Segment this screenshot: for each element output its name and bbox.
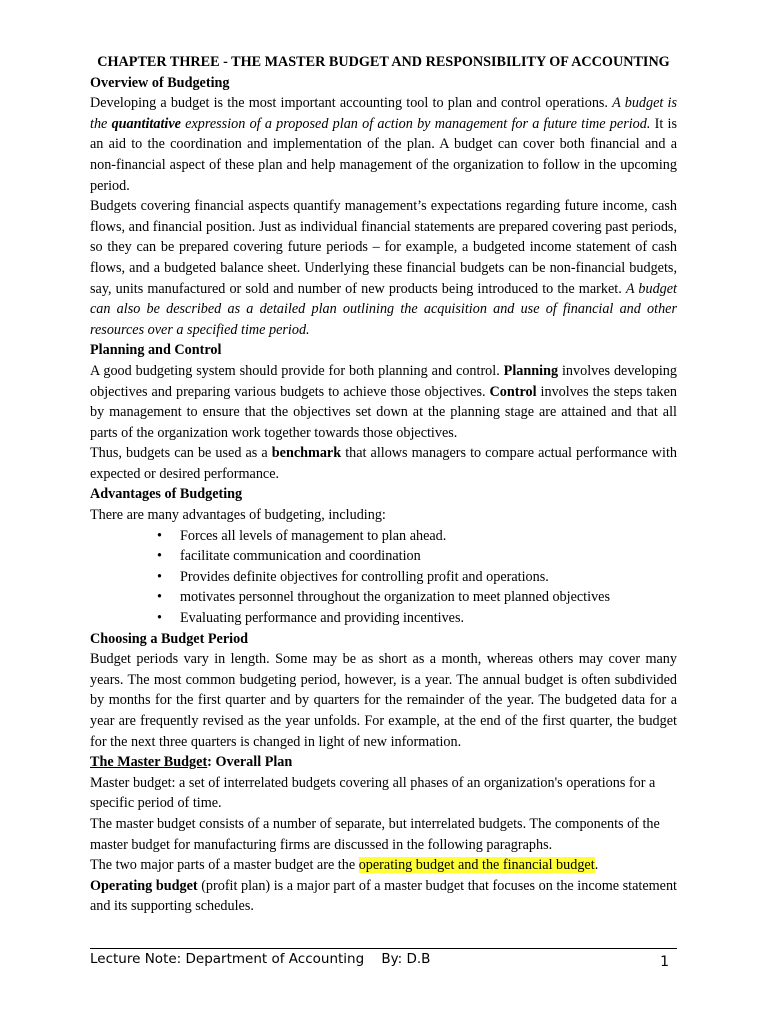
heading-budget-period: Choosing a Budget Period bbox=[90, 630, 249, 647]
page-footer bbox=[90, 948, 677, 970]
advantages-list bbox=[90, 526, 677, 629]
text-run: (profit plan) is a major part of a master budget that focuses on the income statement and its supporting schedules. bbox=[90, 877, 677, 915]
highlighted-text: operating budget and the financial budget bbox=[358, 857, 595, 874]
master-paragraph-1: Master budget: a set of interrelated budgets covering all phases of an organization's operations for a specific period of time. bbox=[90, 774, 656, 812]
heading-underlined-part: The Master Budget bbox=[90, 754, 208, 771]
text-run-bold: Control bbox=[489, 383, 537, 400]
list-item bbox=[90, 587, 677, 608]
text-run: Developing a budget is the most important accounting tool to plan and control operations. bbox=[90, 95, 613, 112]
text-run-italic: A budget is the bbox=[90, 95, 677, 132]
bullet-icon: • bbox=[157, 568, 162, 585]
bullet-icon: • bbox=[157, 527, 162, 544]
page-title: CHAPTER THREE - THE MASTER BUDGET AND RESPONSIBILITY OF ACCOUNTING bbox=[97, 54, 670, 70]
text-run: The two major parts of a master budget are the bbox=[90, 857, 359, 874]
list-item bbox=[90, 526, 677, 547]
text-run-bold: benchmark bbox=[271, 445, 342, 462]
master-paragraph-3 bbox=[90, 855, 677, 876]
planning-paragraph-1 bbox=[90, 361, 677, 443]
text-run: involves developing objectives and preparing various budgets to achieve those objectives. bbox=[90, 362, 677, 400]
bullet-icon: • bbox=[157, 610, 162, 627]
period-paragraph-1: Budget periods vary in length. Some may be as short as a month, whereas others may cover many years. The most common budgeting period, however, is a year. The annual budget is often subdivided by months for the first quarter and by quarters for the remainder of the year. The budgeted data for a year are frequently revised as the year unfolds. For example, at the end of the first quarter, the budget for the next three quarters is changed in light of new information. bbox=[90, 651, 677, 750]
list-item-text: Provides definite objectives for controlling profit and operations. bbox=[180, 568, 549, 585]
text-run: that allows managers to compare actual performance with expected or desired performance. bbox=[90, 445, 677, 482]
list-item bbox=[90, 567, 677, 588]
heading-advantages: Advantages of Budgeting bbox=[90, 486, 243, 503]
master-paragraph-2: The master budget consists of a number of separate, but interrelated budgets. The components of the master budget for manufacturing firms are discussed in the following paragraphs. bbox=[90, 815, 660, 853]
text-run: . bbox=[594, 857, 599, 874]
list-item-text: facilitate communication and coordination bbox=[180, 548, 421, 565]
advantages-intro: There are many advantages of budgeting, including: bbox=[90, 507, 386, 524]
text-run-bold: Operating budget bbox=[90, 877, 198, 894]
bullet-icon: • bbox=[157, 589, 162, 606]
heading-master-budget bbox=[90, 752, 677, 773]
list-item-text: Evaluating performance and providing incentives. bbox=[180, 610, 465, 627]
text-run: involves the steps taken by management to ensure that the objectives set down at the planning stage are attained and that all parts of the organization work together towards those objectives. bbox=[90, 383, 677, 441]
page-number: 1 bbox=[660, 954, 669, 970]
list-item-text: motivates personnel throughout the organization to meet planned objectives bbox=[180, 589, 610, 606]
heading-overview: Overview of Budgeting bbox=[90, 74, 230, 91]
list-item bbox=[90, 608, 677, 629]
text-run: Thus, budgets can be used as a bbox=[90, 445, 272, 462]
master-paragraph-4 bbox=[90, 876, 677, 917]
planning-paragraph-2 bbox=[90, 443, 677, 484]
list-item-text: Forces all levels of management to plan ahead. bbox=[180, 527, 447, 544]
text-run: Budgets covering financial aspects quantify management’s expectations regarding future income, cash flows, and financial position. Just as individual financial statements are prepared covering past periods, so they can be prepared covering future periods – for example, a budgeted income statement of cash flows, and a budgeted balance sheet. Underlying these financial budgets can be non-financial budgets, say, units manufactured or sold and number of new products being introduced to the market. bbox=[90, 198, 677, 297]
document-page bbox=[90, 52, 677, 917]
text-run-italic: expression of a proposed plan of action by management for a future time period. bbox=[180, 115, 651, 132]
text-run: A good budgeting system should provide for both planning and control. bbox=[90, 362, 504, 379]
overview-paragraph-2 bbox=[90, 196, 677, 340]
text-run: It is an aid to the coordination and implementation of the plan. A budget can cover both financial and a non-financial aspect of these plan and help management of the organization to follow in the upcoming period. bbox=[90, 115, 677, 194]
text-run-bold-italic: quantitative bbox=[111, 115, 181, 132]
text-run-bold: Planning bbox=[503, 362, 559, 379]
overview-paragraph-1 bbox=[90, 93, 677, 196]
bullet-icon: • bbox=[157, 548, 162, 565]
heading-rest: : Overall Plan bbox=[207, 754, 293, 771]
list-item bbox=[90, 546, 677, 567]
text-run-italic: A budget can also be described as a detailed plan outlining the acquisition and use of financial and other resources over a specified time period. bbox=[90, 280, 677, 338]
footer-text: Lecture Note: Department of Accounting By: D.B bbox=[90, 951, 431, 967]
heading-planning: Planning and Control bbox=[90, 342, 222, 359]
